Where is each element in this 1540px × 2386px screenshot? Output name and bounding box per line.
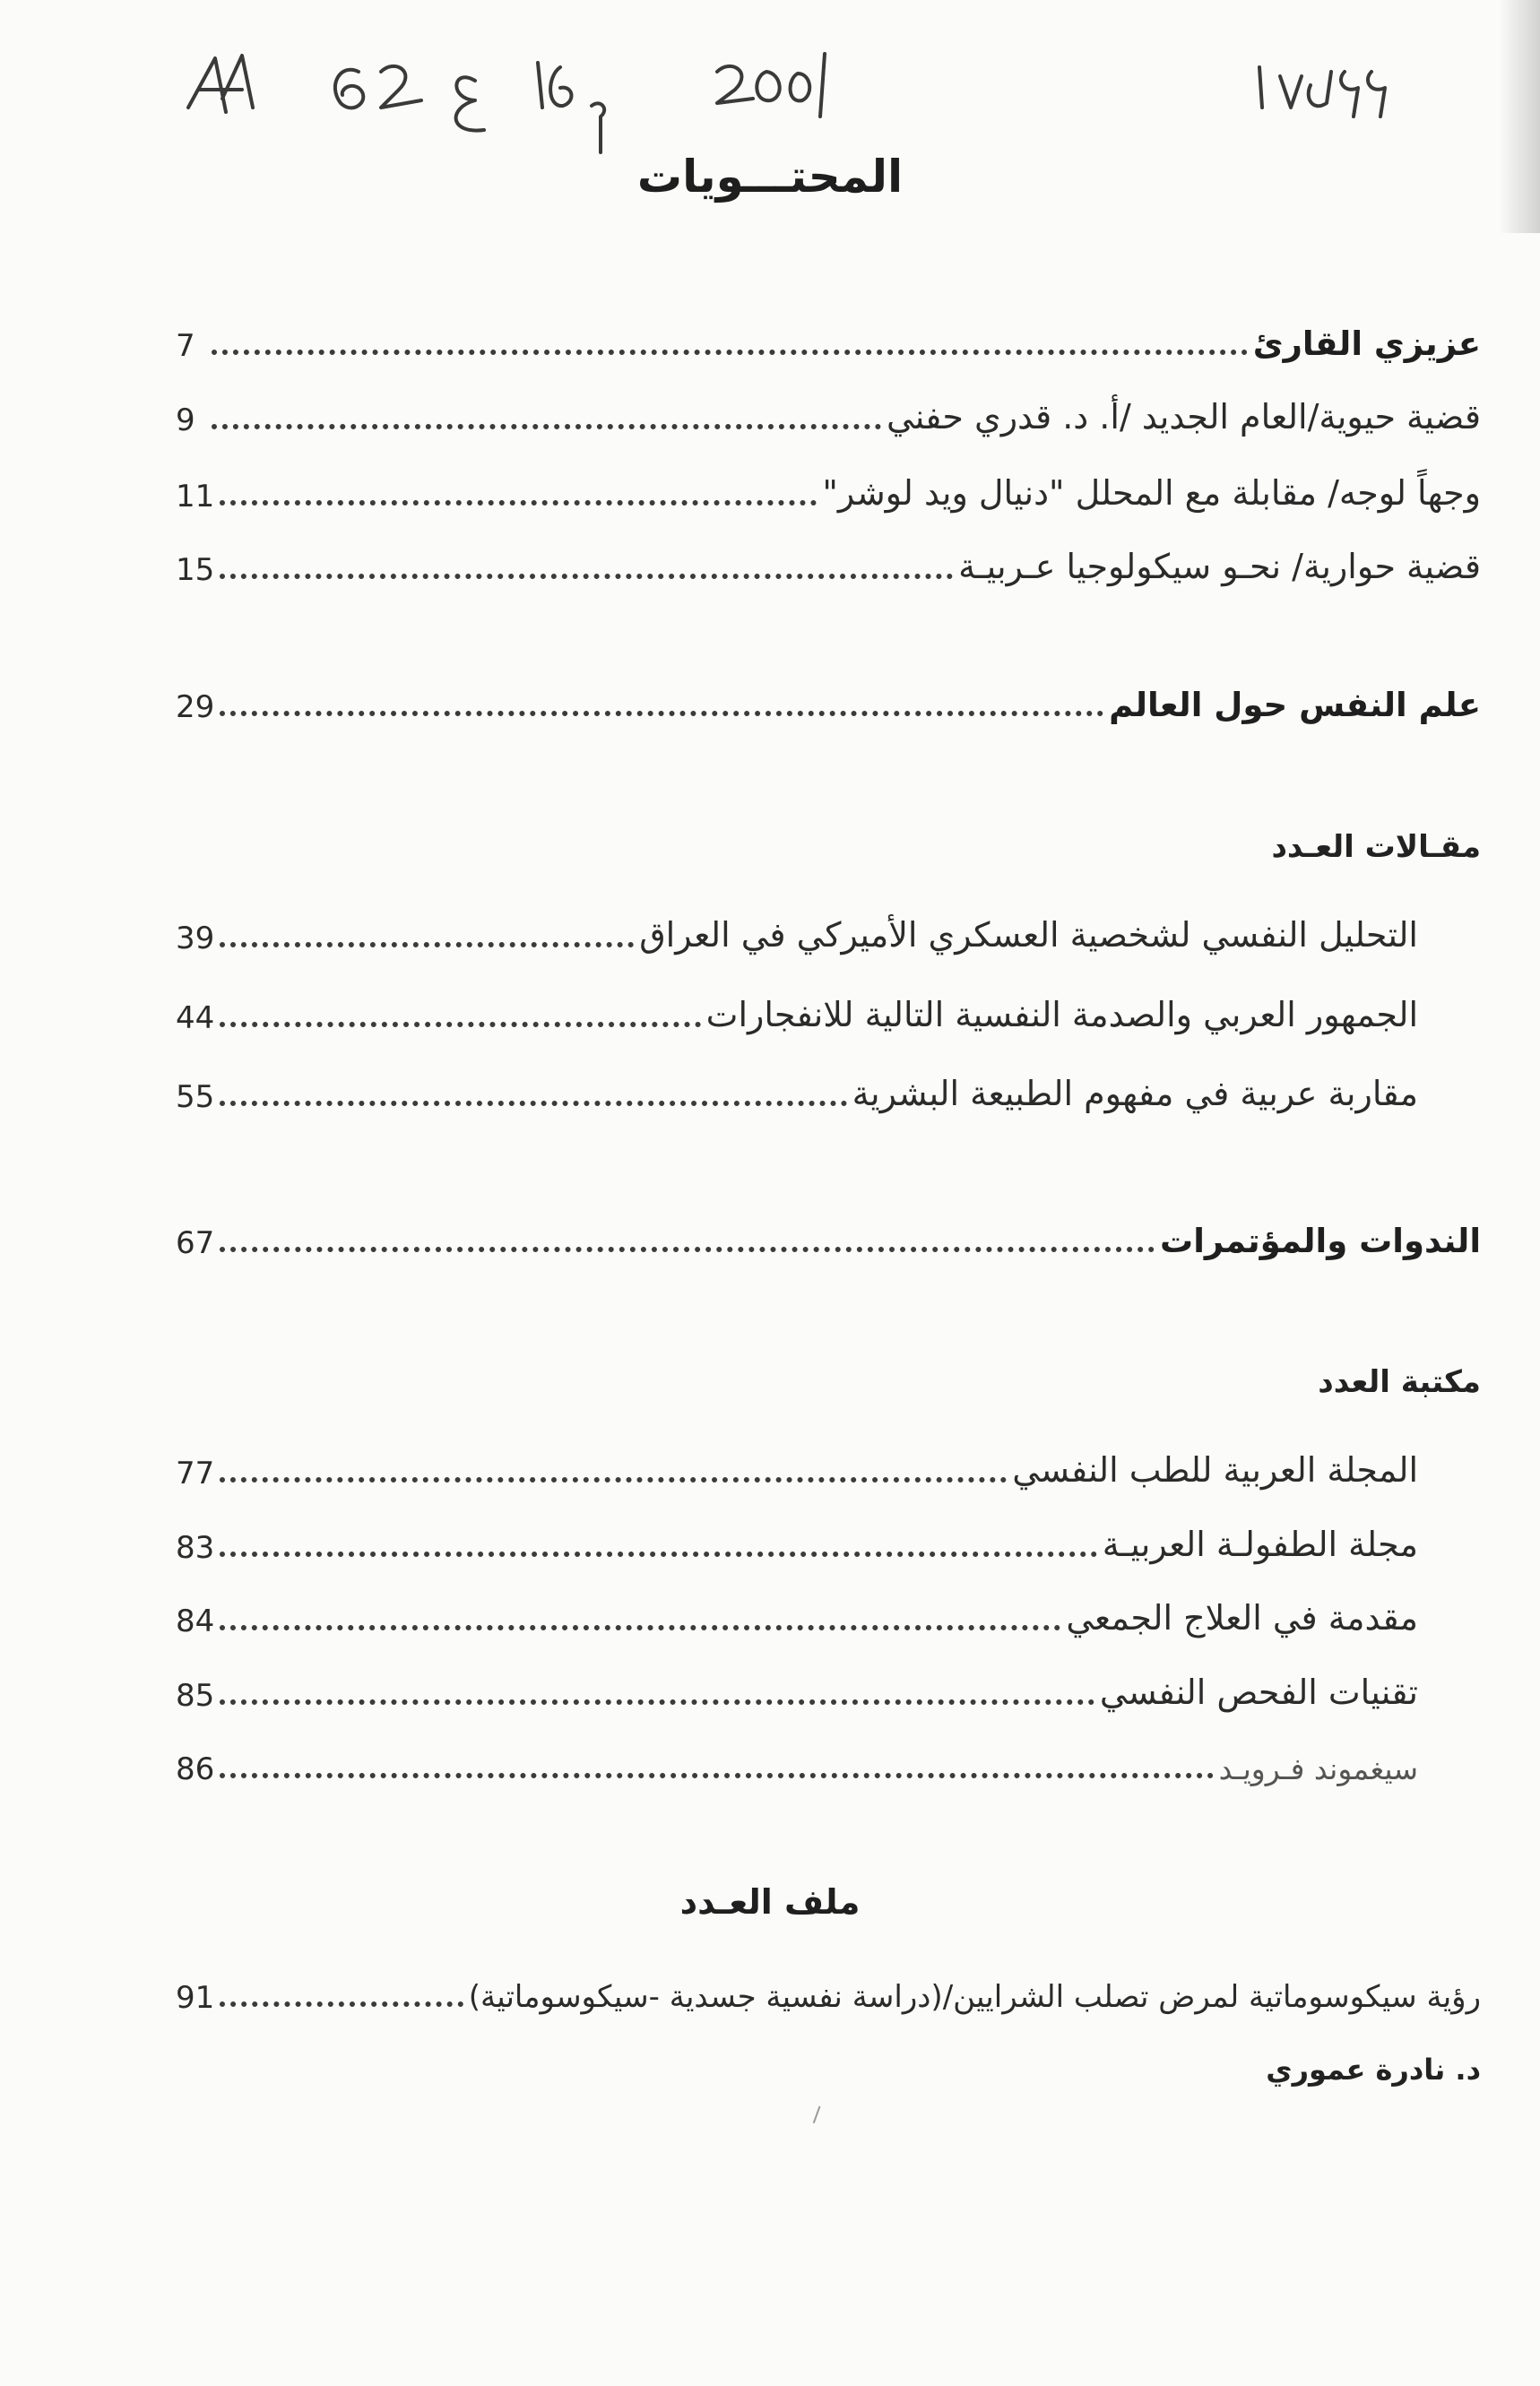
toc-entry[interactable] (176, 1656, 1481, 1714)
dot-leader (220, 1022, 700, 1027)
entry-title: عزيزي القارئ (1252, 324, 1481, 363)
entry-title: التحليل النفسي لشخصية العسكري الأميركي في العراق (639, 915, 1418, 955)
page-number: 86 (176, 1751, 215, 1787)
entry-title: وجهاً لوجه/ مقابلة مع المحلل "دنيال ويد لوشر" (822, 473, 1481, 514)
entry-title: مجلة الطفولـة العربيـة (1102, 1525, 1418, 1565)
toc-entry[interactable] (176, 531, 1481, 588)
dot-leader (220, 2001, 463, 2007)
page-number: 44 (176, 1000, 215, 1036)
page-number: 29 (176, 689, 215, 725)
toc-entry[interactable] (176, 1582, 1481, 1639)
entry-title: الندوات والمؤتمرات (1160, 1221, 1481, 1260)
entry-title: رؤية سيكوسوماتية لمرض تصلب الشرايين/(دراسة نفسية جسدية -سيكوسوماتية) (468, 1979, 1481, 2016)
entry-title: علم النفس حول العالم (1109, 685, 1481, 724)
toc-entry[interactable] (176, 1434, 1481, 1491)
page-number: 7 (176, 328, 195, 364)
entry-title: تقنيات الفحص النفسي (1099, 1673, 1418, 1713)
toc-entry[interactable] (176, 1509, 1481, 1566)
dot-leader (220, 1699, 1094, 1705)
page-number: 11 (176, 479, 215, 514)
page-number: 83 (176, 1530, 215, 1566)
page-number: 84 (176, 1604, 215, 1639)
toc-entry[interactable] (176, 307, 1481, 364)
dot-leader (212, 424, 881, 429)
toc-entry[interactable] (176, 668, 1481, 725)
section-heading-articles: مقـالات العـدد (1271, 829, 1481, 865)
dot-leader (220, 1625, 1060, 1630)
stray-mark (813, 2106, 824, 2125)
toc-entry[interactable] (176, 899, 1481, 956)
page-number: 77 (176, 1456, 215, 1491)
dot-leader (220, 1247, 1155, 1252)
toc-entry[interactable] (176, 1058, 1481, 1115)
page-number: 39 (176, 921, 215, 956)
handwritten-archive-note (179, 36, 1398, 161)
toc-entry[interactable] (176, 1958, 1481, 2016)
entry-title: مقاربة عربية في مفهوم الطبيعة البشرية (852, 1074, 1418, 1114)
page-number: 85 (176, 1678, 215, 1714)
toc-entry[interactable] (176, 381, 1481, 438)
entry-title: المجلة العربية للطب النفسي (1012, 1450, 1418, 1491)
dot-leader (220, 500, 817, 506)
section-heading-library: مكتبة العدد (1318, 1364, 1481, 1400)
page-title: المحتـــويات (636, 151, 904, 203)
dot-leader (220, 574, 953, 579)
entry-title: الجمهور العربي والصدمة النفسية التالية للانفجارات (705, 995, 1418, 1035)
entry-title: مقدمة في العلاج الجمعي (1066, 1598, 1418, 1638)
file-heading: ملف العـدد (679, 1882, 861, 1922)
toc-entry[interactable] (176, 979, 1481, 1036)
entry-title: قضية حيوية/العام الجديد /أ. د. قدري حفني (887, 397, 1481, 437)
dot-leader (220, 1552, 1097, 1557)
entry-title: سيغموند فـرويـد (1218, 1751, 1418, 1787)
toc-entry[interactable] (176, 1204, 1481, 1261)
page-number: 55 (176, 1079, 215, 1115)
author-name: د. نادرة عموري (1266, 2053, 1481, 2087)
dot-leader (220, 711, 1103, 716)
toc-entry[interactable] (176, 1730, 1481, 1787)
page-number: 9 (176, 402, 195, 438)
entry-title: قضية حوارية/ نحـو سيكولوجيا عـربيـة (958, 547, 1481, 587)
dot-leader (212, 350, 1248, 355)
dot-leader (220, 1477, 1007, 1483)
page-number: 15 (176, 552, 215, 588)
dot-leader (220, 1101, 846, 1106)
dot-leader (220, 942, 634, 947)
page-number: 67 (176, 1225, 215, 1261)
dot-leader (220, 1773, 1213, 1778)
toc-entry[interactable] (176, 457, 1481, 514)
page-number: 91 (176, 1980, 215, 2016)
